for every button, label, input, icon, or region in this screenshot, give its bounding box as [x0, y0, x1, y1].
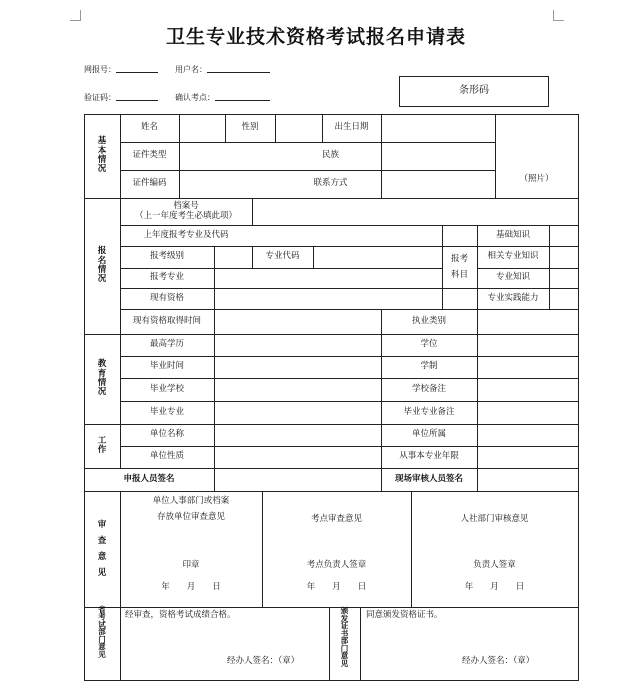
agree-text: 同意颁发资格证书。 [366, 610, 443, 621]
barcode-box: 条形码 [399, 76, 549, 107]
kao-dian-label: 确认考点： [175, 93, 215, 102]
section-apply: 报 名 情 况 [97, 246, 107, 285]
wang-bao-hao-label: 网报号： [84, 65, 116, 74]
subject-basic: 基础知识 [495, 229, 530, 240]
date-label: 年 月 日 [464, 582, 525, 593]
ethnicity-label: 民族 [321, 150, 339, 161]
applicant-sign-label: 申报人员签名 [123, 473, 175, 484]
archive-label: 档案号 （上一年度考生必填此项） [134, 200, 237, 221]
wang-bao-hao-field[interactable] [116, 72, 158, 73]
grad-time-label: 毕业时间 [149, 361, 184, 372]
major-label: 报考专业 [149, 272, 184, 283]
photo-box[interactable]: （照片） [519, 173, 554, 184]
degree-label: 学位 [420, 339, 438, 350]
major-note-label: 毕业专业备注 [403, 406, 455, 417]
birth-label: 出生日期 [334, 122, 369, 133]
yan-zheng-ma-field[interactable] [116, 100, 158, 101]
date-label: 年 月 日 [306, 582, 367, 593]
section-edu: 教 育 情 况 [97, 359, 107, 398]
section-banfa: 颁 发 证 书 部 门 意 见 [340, 606, 349, 668]
major-code-label: 专业代码 [265, 251, 300, 262]
seal-label: 印章 [182, 560, 200, 571]
section-work: 工 作 [97, 435, 107, 455]
crop-mark [553, 10, 564, 21]
qual-time-label: 现有资格取得时间 [132, 315, 201, 326]
section-basic: 基 本 情 况 [97, 136, 107, 175]
school-note-label: 学校备注 [411, 383, 446, 394]
license-label: 执业类别 [411, 315, 446, 326]
onsite-sign-label: 现场审核人员签名 [394, 473, 463, 484]
unit-name-label: 单位名称 [149, 429, 184, 440]
yan-zheng-ma-label: 验证码： [84, 93, 116, 102]
gender-label: 性别 [241, 122, 259, 133]
subject-related: 相关专业知识 [487, 251, 539, 262]
qualification-label: 现有资格 [149, 292, 184, 303]
date-label: 年 月 日 [161, 582, 221, 593]
last-year-label: 上年度报考专业及代码 [143, 229, 229, 240]
yong-hu-ming-field[interactable] [207, 72, 270, 73]
grad-school-label: 毕业学校 [149, 383, 184, 394]
review-col3-head: 人社部门审核意见 [460, 514, 529, 525]
unit-type-label: 单位性质 [149, 451, 184, 462]
yong-hu-ming-label: 用户名： [175, 65, 207, 74]
subject-practice: 专业实践能力 [487, 292, 539, 303]
years-label: 从事本专业年限 [399, 451, 459, 462]
handler-sign-left: 经办人签名：（章） [227, 656, 300, 667]
crop-mark [70, 10, 81, 21]
section-review: 审 查 意 见 [97, 519, 107, 579]
owner-sign-label: 负责人签章 [473, 560, 516, 571]
level-label: 报考级别 [149, 251, 184, 262]
subjects-label: 报考 科目 [450, 253, 468, 280]
section-kaowu: 省 考 试 部 门 意 见 [98, 604, 106, 659]
passed-text: 经审查，资格考试成绩合格。 [125, 610, 236, 621]
school-system-label: 学制 [420, 361, 438, 372]
contact-label: 联系方式 [313, 178, 348, 189]
review-col2-head: 考点审查意见 [310, 514, 362, 525]
site-sign-label: 考点负责人签章 [306, 560, 367, 571]
handler-sign-right: 经办人签名：（章） [462, 656, 535, 667]
id-number-label: 证件编码 [132, 178, 167, 189]
page-title: 卫生专业技术资格考试报名申请表 [165, 26, 466, 48]
name-label: 姓名 [140, 122, 158, 133]
id-type-label: 证件类型 [132, 150, 167, 161]
highest-edu-label: 最高学历 [149, 339, 184, 350]
review-col1-head: 单位人事部门或档案 存放单位审查意见 [152, 495, 230, 522]
grad-major-label: 毕业专业 [149, 406, 184, 417]
unit-belong-label: 单位所属 [411, 429, 446, 440]
kao-dian-field[interactable] [215, 100, 270, 101]
subject-professional: 专业知识 [495, 272, 530, 283]
